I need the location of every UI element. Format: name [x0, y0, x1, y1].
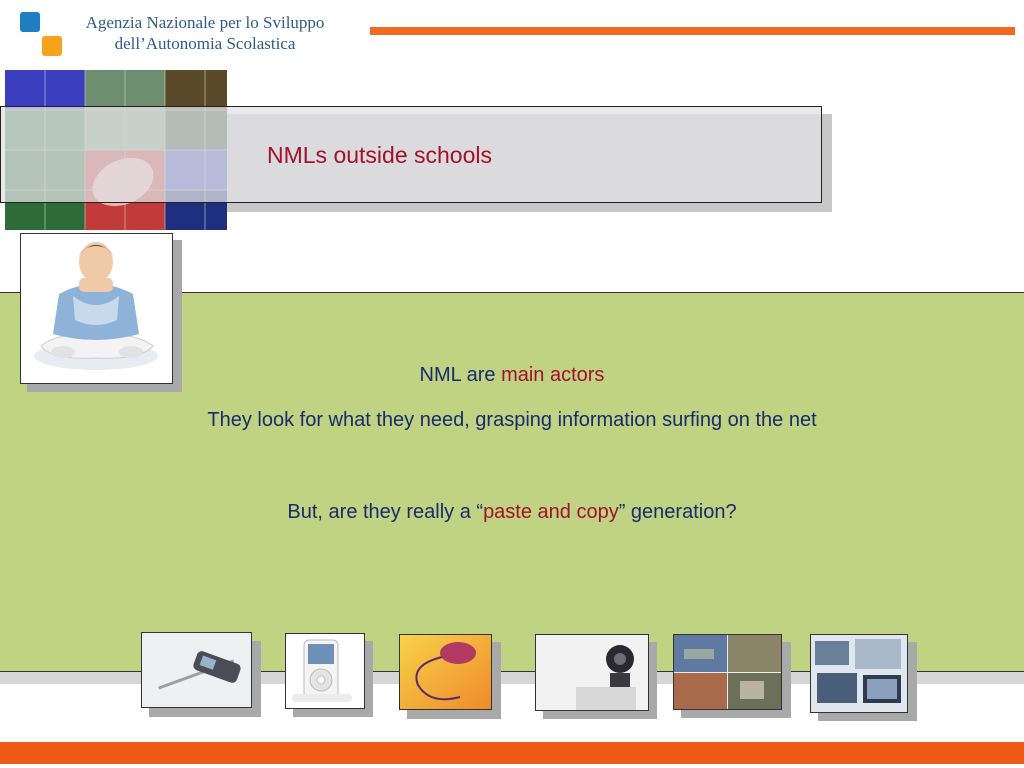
ipod-photo: [285, 633, 365, 709]
agency-name: [70, 12, 340, 54]
slide-title: NMLs outside schools: [267, 142, 492, 168]
paste-and-copy-highlight: paste and copy: [483, 501, 619, 523]
video-chat-screenshot: [810, 634, 908, 713]
agency-name-line2: dell’Autonomia Scolastica: [114, 34, 296, 53]
logo-blue-square: [20, 12, 40, 32]
virtual-world-screenshot: [673, 634, 782, 710]
header-accent-bar: [370, 27, 1015, 35]
boy-sitting-photo: [20, 233, 173, 384]
main-actors-highlight: main actors: [501, 364, 605, 386]
pen-and-phone-photo: [141, 632, 252, 708]
text-line-actors: [0, 364, 1024, 387]
text-line-question-suffix: ” generation?: [618, 501, 737, 523]
text-line-actors-prefix: NML are: [419, 364, 502, 386]
logo-orange-square: [42, 36, 62, 56]
text-line-question: [0, 501, 1024, 524]
text-line-question-prefix: But, are they really a “: [287, 501, 484, 523]
agency-logo: [18, 10, 68, 60]
text-line-net: They look for what they need, grasping information surfing on the net: [207, 409, 817, 431]
footer-bar: [0, 742, 1024, 764]
webcam-photo: [535, 634, 649, 711]
computer-mouse-photo: [399, 634, 492, 710]
agency-name-line1: Agenzia Nazionale per lo Sviluppo: [85, 13, 325, 32]
